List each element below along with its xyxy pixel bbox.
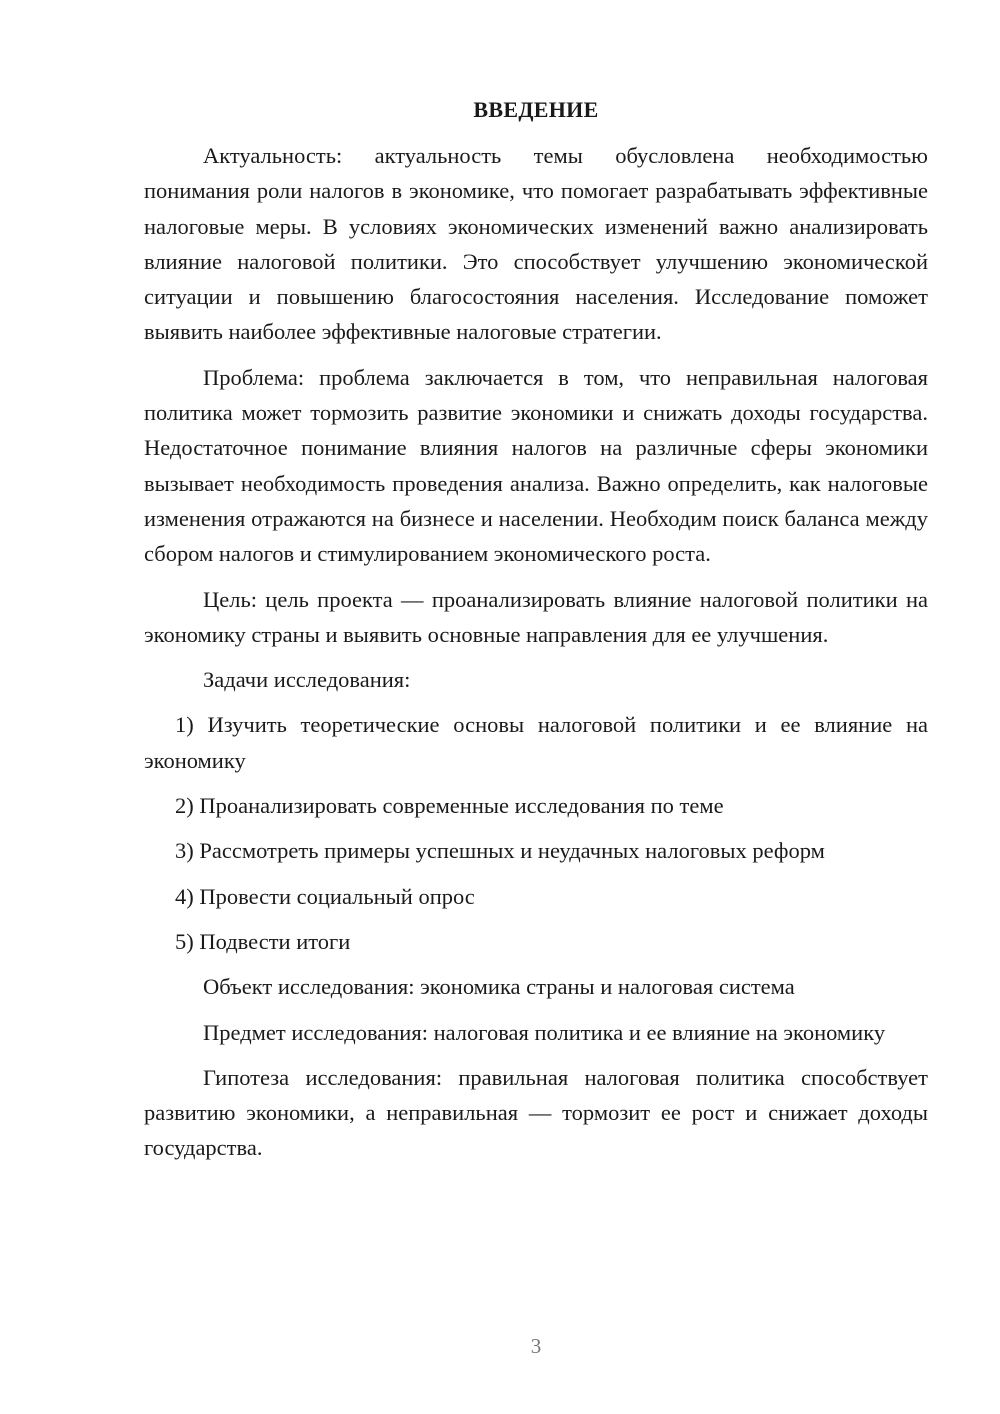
task-item-4: 4) Провести социальный опрос xyxy=(175,883,475,909)
task-item-3: 3) Рассмотреть примеры успешных и неудачных налоговых реформ xyxy=(175,838,825,864)
tasks-heading: Задачи исследования: xyxy=(203,667,411,693)
paragraph-subject: Предмет исследования: налоговая политика и ее влияние на экономику xyxy=(203,1019,886,1045)
page-content xyxy=(144,94,928,1176)
paragraph-relevance: Актуальность: актуальность темы обусловлена необходимостью понимания роли налогов в экономике, что помогает разрабатывать эффективные налоговые меры. В условиях экономических изменений важно анализировать влияние налоговой политики. Это способствует улучшению экономической ситуации и повышению благосостояния населения. Исследование поможет выявить наиболее эффективные налоговые стратегии. xyxy=(144,143,928,345)
paragraph-problem: Проблема: проблема заключается в том, что неправильная налоговая политика может тормозить развитие экономики и снижать доходы государства. Недостаточное понимание влияния налогов на различные сферы экономики вызывает необходимость проведения анализа. Важно определить, как налоговые изменения отражаются на бизнесе и населении. Необходим поиск баланса между сбором налогов и стимулированием экономического роста. xyxy=(144,364,928,567)
paragraph-object: Объект исследования: экономика страны и налоговая система xyxy=(203,974,795,1000)
page-title: ВВЕДЕНИЕ xyxy=(473,97,599,122)
task-item-2: 2) Проанализировать современные исследования по теме xyxy=(175,793,724,819)
page-number: 3 xyxy=(530,1334,542,1358)
paragraph-goal: Цель: цель проекта — проанализировать влияние налоговой политики на экономику страны и выявить основные направления для ее улучшения. xyxy=(144,586,928,647)
task-item-1: 1) Изучить теоретические основы налоговой политики и ее влияние на экономику xyxy=(144,712,928,773)
task-item-5: 5) Подвести итоги xyxy=(175,928,351,954)
paragraph-hypothesis: Гипотеза исследования: правильная налоговая политика способствует развитию экономики, а неправильная — тормозит ее рост и снижает доходы государства. xyxy=(144,1064,928,1161)
